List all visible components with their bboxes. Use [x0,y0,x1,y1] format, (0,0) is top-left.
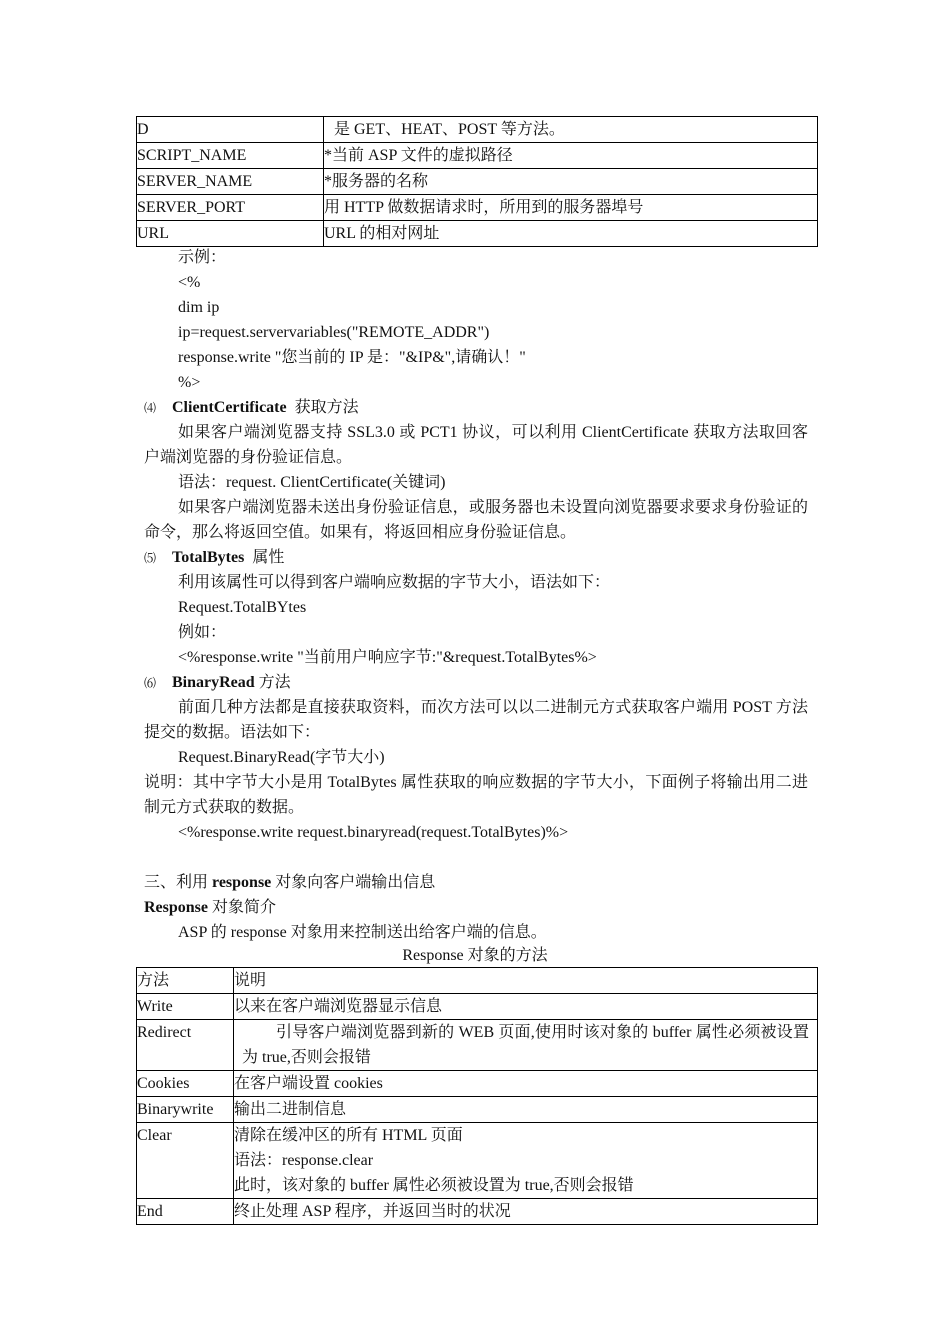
paragraph: 如果客户端浏览器支持 SSL3.0 或 PCT1 协议，可以利用 ClientCertificate 获取方法取回客户端浏览器的身份验证信息。 [144,424,808,466]
section-title: ClientCertificate [172,399,287,416]
table-cell-name: SCRIPT_NAME [137,143,324,169]
cell-line: 引导客户端浏览器到新的 WEB 页面,使用时该对象的 buffer 属性必须被设置为 true,否则会报错 [242,1024,809,1066]
table-cell-desc: 在客户端设置 cookies [234,1071,818,1097]
table-cell-desc: 以来在客户端浏览器显示信息 [234,994,818,1020]
response-methods-table [136,967,818,1225]
paragraph: 如果客户端浏览器未送出身份验证信息，或服务器也未设置向浏览器要求要求身份验证的命令，那么将返回空值。如果有，将返回相应身份验证信息。 [144,499,808,541]
code-line: Request.BinaryRead(字节大小) [178,749,385,766]
paragraph: 说明：其中字节大小是用 TotalBytes 属性获取的响应数据的字节大小，下面例子将输出用二进制元方式获取的数据。 [144,774,808,816]
table-header-row [137,968,818,994]
table-cell-desc: *服务器的名称 [324,169,818,195]
table-row [137,195,818,221]
table-cell-desc: 用 HTTP 做数据请求时，所用到的服务器埠号 [324,195,818,221]
part-heading-prefix: 三、利用 [144,874,213,891]
code-line: %> [178,374,201,391]
server-variables-table [136,116,818,247]
code-line: <%response.write request.binaryread(request.TotalBytes)%> [178,824,569,841]
table-cell-name: Binarywrite [137,1097,234,1123]
table-row [137,1097,818,1123]
code-line: ip=request.servervariables("REMOTE_ADDR") [178,324,490,341]
table-cell-name: Clear [137,1123,234,1199]
table-cell-name: Cookies [137,1071,234,1097]
table-cell-name: Write [137,994,234,1020]
section-heading [144,395,808,420]
header-cell-desc: 说明 [234,968,818,994]
table-cell-name: D [137,117,324,143]
part-heading [144,870,808,895]
table-caption: Response 对象的方法 [402,947,548,964]
table-cell-name: SERVER_NAME [137,169,324,195]
syntax-line: 语法：request. ClientCertificate(关键词) [178,474,446,491]
table-cell-desc: 输出二进制信息 [234,1097,818,1123]
cell-line: 清除在缓冲区的所有 HTML 页面 [234,1127,463,1144]
table-row [137,143,818,169]
paragraph: 利用该属性可以得到客户端响应数据的字节大小，语法如下： [178,574,611,591]
code-line: <% [178,274,201,291]
section-title-suffix: 获取方法 [294,399,359,416]
paragraph: ASP 的 response 对象用来控制送出给客户端的信息。 [178,924,547,941]
body-text [144,245,808,945]
section-number: ⑸ [144,551,157,565]
section-heading [144,545,808,570]
table-row [137,1020,818,1071]
table-cell-desc: *当前 ASP 文件的虚拟路径 [324,143,818,169]
section-title: TotalBytes [172,549,245,566]
sub-heading-suffix: 对象简介 [208,899,277,916]
code-line: <%response.write "当前用户响应字节:"&request.TotalBytes%> [178,649,597,666]
section-title-suffix: 属性 [252,549,285,566]
table-row [137,1123,818,1199]
part-heading-bold: response [212,874,272,891]
table-cell-desc: URL 的相对网址 [324,221,818,247]
section-title: BinaryRead [172,674,255,691]
table-row [137,221,818,247]
table-row [137,1071,818,1097]
table-row [137,169,818,195]
table-cell-desc [234,1123,818,1199]
header-cell-name: 方法 [137,968,234,994]
section-number: ⑷ [144,401,157,415]
table-cell-name: Redirect [137,1020,234,1071]
example-label: 示例： [178,249,227,266]
section-title-suffix: 方法 [258,674,291,691]
spacer [144,845,808,870]
table-cell-desc [234,1020,818,1071]
cell-line: 语法：response.clear [234,1152,374,1169]
code-line: dim ip [178,299,220,316]
section-heading [144,670,808,695]
cell-line: 此时，该对象的 buffer 属性必须被设置为 true,否则会报错 [234,1177,634,1194]
table-row [137,117,818,143]
example-label: 例如： [178,624,227,641]
table-cell-name: SERVER_PORT [137,195,324,221]
section-number: ⑹ [144,676,157,690]
sub-heading-bold: Response [144,899,209,916]
table-cell-name: URL [137,221,324,247]
table-cell-name: End [137,1199,234,1225]
code-line: Request.TotalBYtes [178,599,307,616]
table-cell-desc: 终止处理 ASP 程序，并返回当时的状况 [234,1199,818,1225]
code-line: response.write "您当前的 IP 是："&IP&",请确认！" [178,349,526,366]
table-row [137,994,818,1020]
paragraph: 前面几种方法都是直接获取资料，而次方法可以以二进制元方式获取客户端用 POST 方法提交的数据。语法如下： [144,699,808,741]
sub-heading [144,895,808,920]
table-cell-desc: 是 GET、HEAT、POST 等方法。 [324,117,818,143]
part-heading-suffix: 对象向客户端输出信息 [271,874,436,891]
table-row [137,1199,818,1225]
